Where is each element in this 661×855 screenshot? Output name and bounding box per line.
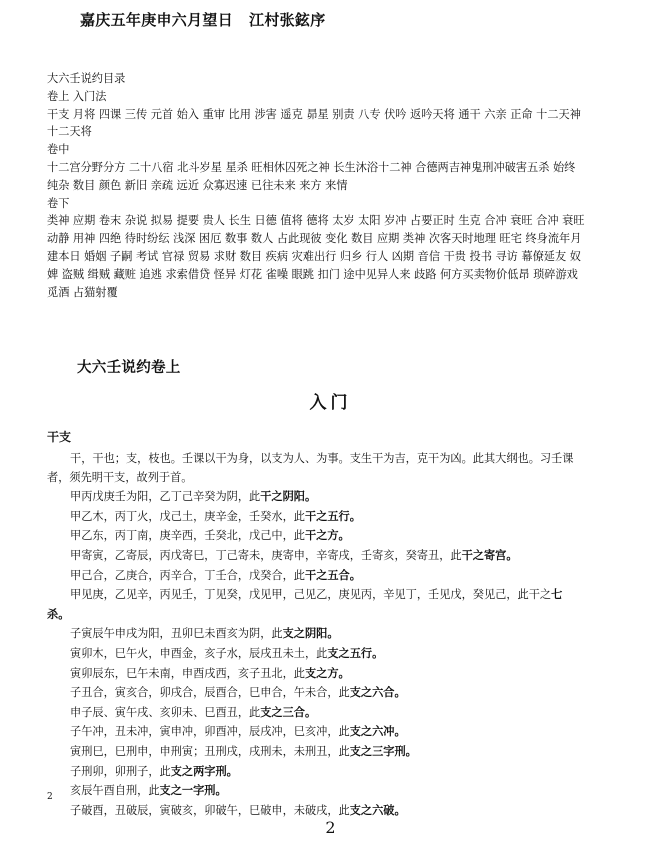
toc-vol2-label: 卷中 [47, 143, 70, 157]
text-line: 甲己合，乙庚合，丙辛合，丁壬合，戊癸合，此干之五合。 [70, 567, 361, 582]
section-title: 大六壬说约卷上 [77, 359, 181, 376]
text-line: 甲寄寅，乙寄辰，丙戊寄巳，丁己寄未，庚寄申，辛寄戌，壬寄亥，癸寄丑，此干之寄宫。 [70, 547, 518, 562]
text-line: 子破酉，丑破辰，寅破亥，卯破午，巳破申，未破戌，此支之六破。 [70, 802, 406, 817]
page-number: 2 [325, 818, 336, 837]
table-of-contents [47, 70, 587, 301]
toc-title: 大六壬说约目录 [47, 72, 126, 85]
toc-vol1-label: 卷上 入门法 [47, 89, 107, 103]
text-line: 甲乙东，丙丁南，庚辛西，壬癸北，戊己中，此干之方。 [70, 528, 350, 543]
text-line: 寅刑巳，巳刑申，申刑寅；丑刑戌，戌刑未，未刑丑，此支之三字刑。 [70, 743, 417, 758]
text-line: 亥辰午酉自刑，此支之一字刑。 [70, 783, 227, 798]
text-line: 甲见庚，乙见辛，丙见壬，丁见癸，戊见甲，己见乙，庚见丙，辛见丁，壬见戊，癸见己，此干之七 [70, 587, 563, 602]
preface-header [80, 9, 326, 30]
text-line: 子午冲，丑未冲，寅申冲，卯酉冲，辰戌冲，巳亥冲，此支之六冲。 [70, 724, 406, 739]
text-line: 甲乙木，丙丁火，戊己土，庚辛金，壬癸水，此干之五行。 [70, 508, 361, 523]
subsection-title: 干支 [47, 430, 72, 444]
preface-date: 嘉庆五年庚申六月望日 [80, 11, 234, 29]
text-line: 申子辰、寅午戌、亥卯未、巳酉丑，此支之三合。 [70, 704, 317, 719]
toc-vol3-label: 卷下 [47, 196, 70, 210]
text-line: 甲丙戊庚壬为阳，乙丁己辛癸为阴，此干之阴阳。 [70, 489, 317, 504]
preface-author: 江村张鉉序 [249, 11, 326, 29]
toc-vol2-items: 十二宫分野分方 二十八宿 北斗岁星 星杀 旺相休囚死之神 长生沐浴十二神 合德两吉神鬼刑冲破害五杀 始终 纯杂 数目 颜色 新旧 亲疏 远近 众寡迟速 已往未来 来方 来情 [47, 160, 576, 192]
text-line: 寅卯辰东，巳午未南，申酉戌西，亥子丑北，此支之方。 [70, 665, 350, 680]
footer-page-marker: 2 [47, 792, 53, 802]
text-line: 子寅辰午申戌为阳，丑卯巳未酉亥为阴，此支之阴阳。 [70, 626, 339, 641]
text-line: 子丑合，寅亥合，卯戌合，辰酉合，巳申合，午未合，此支之六合。 [70, 685, 406, 700]
toc-vol3-items: 类神 应期 卷末 杂说 拟易 提要 贵人 长生 日德 值将 德将 太岁 太阳 岁冲 占要正时 生克 合冲 衰旺 合冲 衰旺 动静 用神 四绝 待时纷纭 浅深 困厄 数事 数人 占此现彼 变化 数目 应期 类神 次客天时地理 旺宅 终身流年月建本日 婚姻 子嗣 考试 官禄 贸易 求财 数目 疾病 灾难出行 归乡 行人 凶期 音信 干贵 投书 寻访 幕僚延友 奴婢 盗贼 缉贼 藏赃 追逃 求索借贷 怪异 灯花 雀噪 眼跳 扣门 途中见异人来 歧路 何方买卖物价低昂 琐碎游戏 觅酒 占猫射覆 [47, 214, 585, 299]
body-text [47, 450, 587, 820]
text-line-continuation: 杀。 [47, 606, 70, 621]
text-line: 子刑卯，卯刑子，此支之两字刑。 [70, 763, 238, 778]
chapter-title: 入门 [309, 393, 352, 413]
toc-vol1-items: 干支 月将 四课 三传 元首 始入 重审 比用 涉害 遥克 昴星 别责 八专 伏吟 返吟天将 通干 六亲 正命 十二天神 十二天将 [47, 107, 581, 139]
text-line: 寅卯木，巳午火，申酉金，亥子水，辰戌丑未土，此支之五行。 [70, 645, 384, 660]
intro-paragraph: 干，干也；支，枝也。壬课以干为身，以支为人、为事。支生干为吉，克干为凶。此其大纲也。习壬课者，须先明干支，故列于首。 [47, 452, 574, 484]
